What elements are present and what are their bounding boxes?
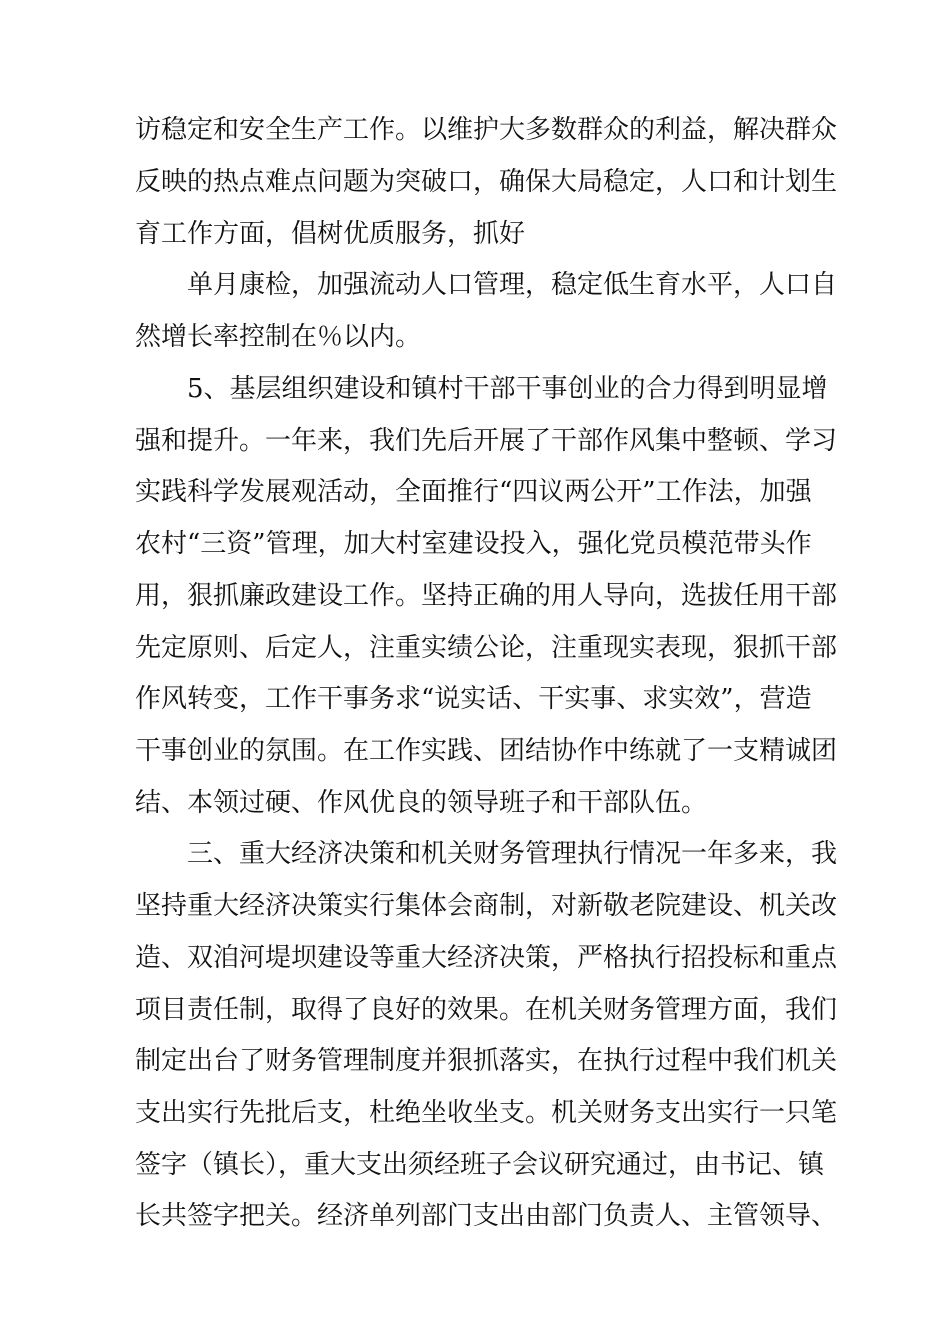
text-line: 农村“三资”管理，加大村室建设投入，强化党员模范带头作 [135, 529, 812, 559]
text-line: 签字（镇长），重大支出须经班子会议研究通过，由书记、镇 [135, 1150, 825, 1180]
text-line: 反映的热点难点问题为突破口，确保大局稳定，人口和计划生 [135, 167, 838, 197]
text-line: 然增长率控制在％以内。 [135, 322, 422, 352]
text-line: 支出实行先批后支，杜绝坐收坐支。机关财务支出实行一只笔 [135, 1098, 838, 1128]
text-line: 单月康检，加强流动人口管理，稳定低生育水平，人口自 [187, 270, 838, 300]
text-line: 育工作方面，倡树优质服务，抓好 [135, 219, 526, 249]
text-line: 制定出台了财务管理制度并狠抓落实，在执行过程中我们机关 [135, 1046, 838, 1076]
text-line: 长共签字把关。经济单列部门支出由部门负责人、主管领导、 [135, 1201, 838, 1231]
text-line: 先定原则、后定人，注重实绩公论，注重现实表现，狠抓干部 [135, 633, 838, 663]
text-line: 干事创业的氛围。在工作实践、团结协作中练就了一支精诚团 [135, 736, 838, 766]
text-line: 作风转变，工作干事务求“说实话、干实事、求实效”，营造 [135, 684, 812, 714]
text-line: 强和提升。一年来，我们先后开展了干部作风集中整顿、学习 [135, 426, 838, 456]
text-line: 造、双洎河堤坝建设等重大经济决策，严格执行招投标和重点 [135, 943, 838, 973]
text-line: 用，狠抓廉政建设工作。坚持正确的用人导向，选拔任用干部 [135, 581, 838, 611]
text-line: 结、本领过硬、作风优良的领导班子和干部队伍。 [135, 788, 708, 818]
text-line: 5、基层组织建设和镇村干部干事创业的合力得到明显增 [187, 374, 828, 404]
text-line: 项目责任制，取得了良好的效果。在机关财务管理方面，我们 [135, 995, 838, 1025]
text-line: 坚持重大经济决策实行集体会商制，对新敬老院建设、机关改 [135, 891, 838, 921]
text-line: 三、重大经济决策和机关财务管理执行情况一年多来，我 [187, 839, 838, 869]
text-line: 实践科学发展观活动，全面推行“四议两公开”工作法，加强 [135, 477, 812, 507]
text-line: 访稳定和安全生产工作。以维护大多数群众的利益，解决群众 [135, 115, 838, 145]
